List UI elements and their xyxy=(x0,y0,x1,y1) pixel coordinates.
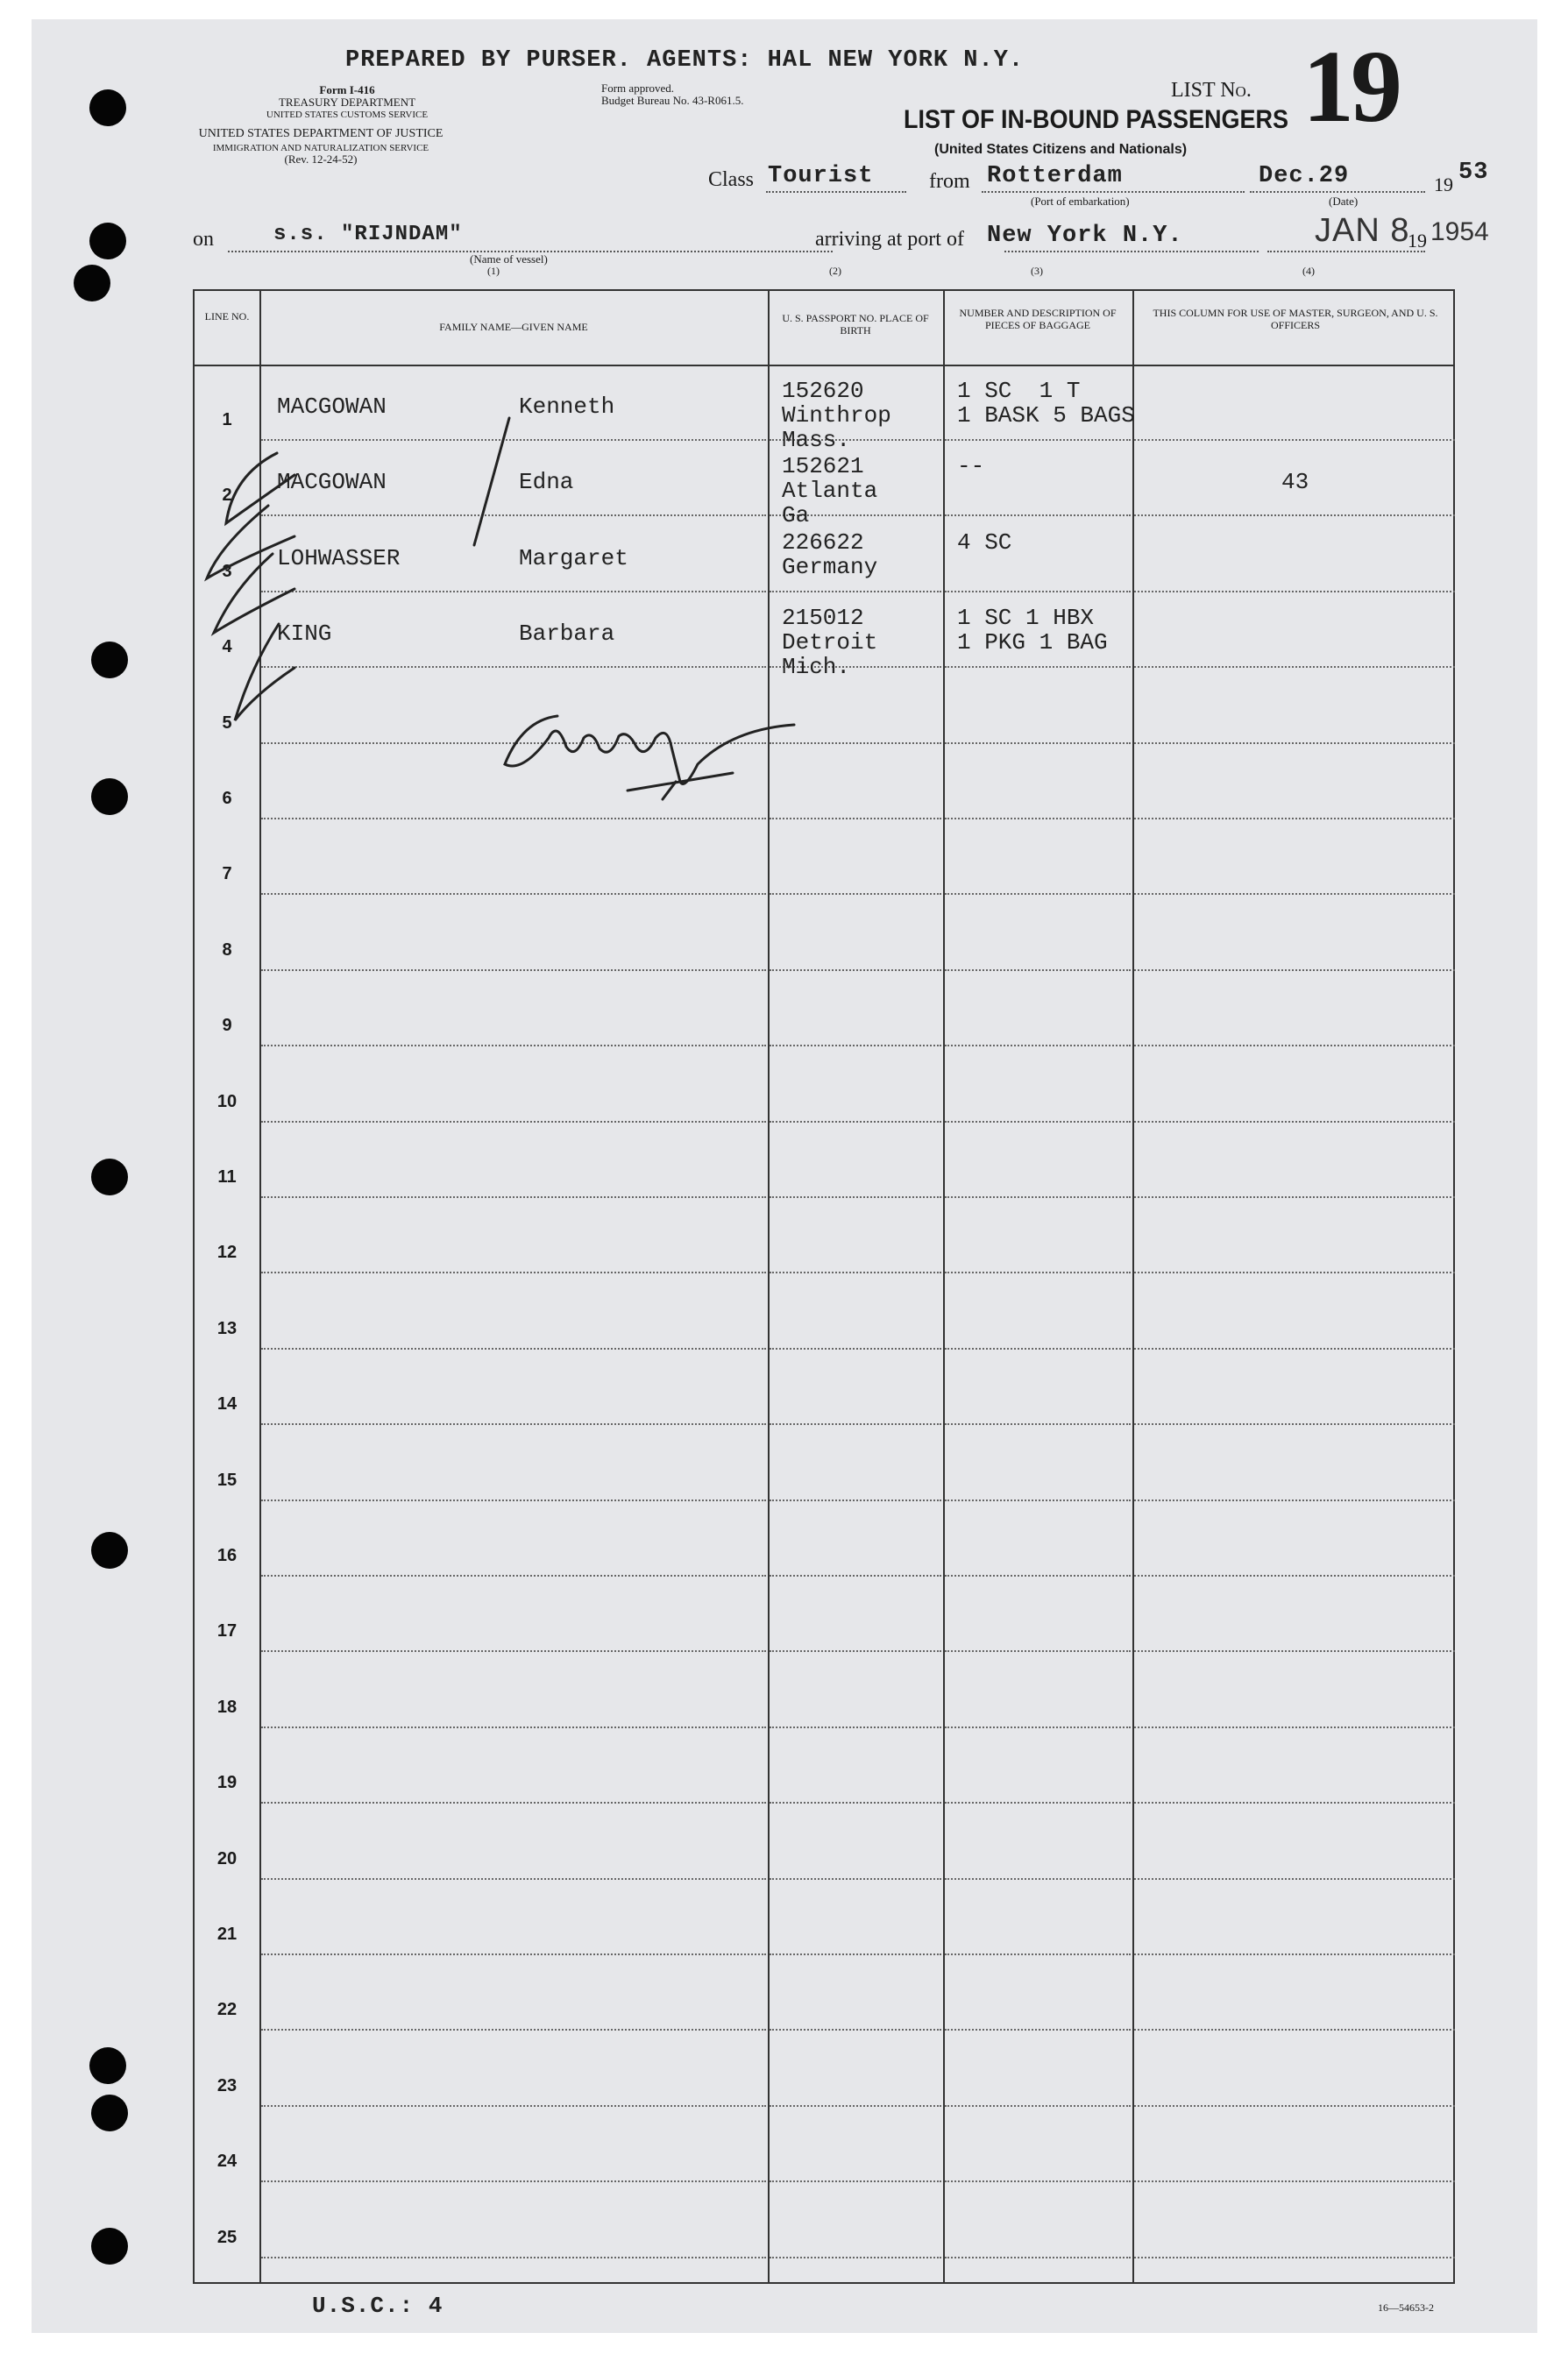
passenger-family-name: LOHWASSER xyxy=(277,544,401,571)
port-embarkation-label: (Port of embarkation) xyxy=(1031,195,1130,208)
col4-number: (4) xyxy=(1302,265,1315,277)
arrival-year-prefix: 19 xyxy=(1408,230,1427,252)
document-page xyxy=(32,19,1537,2333)
passenger-family-name: MACGOWAN xyxy=(277,394,387,420)
form-number: Form I-416 xyxy=(319,83,375,96)
vessel-label: (Name of vessel) xyxy=(470,252,548,266)
line-number: 5 xyxy=(222,713,232,733)
line-number: 2 xyxy=(222,486,232,506)
list-number: 19 xyxy=(1302,29,1399,144)
document-subtitle: (United States Citizens and Nationals) xyxy=(934,142,1188,157)
form-approved-label: Form approved. xyxy=(601,82,675,95)
col-header-passport: U. S. PASSPORT NO. PLACE OF BIRTH xyxy=(782,312,929,337)
col-header-baggage: NUMBER AND DESCRIPTION OF PIECES OF BAGGAGE xyxy=(959,307,1117,331)
line-number: 13 xyxy=(216,1318,238,1338)
line-number: 25 xyxy=(216,2227,238,2247)
print-code: 16—54653-2 xyxy=(1378,2301,1434,2314)
passenger-given-name: Edna xyxy=(519,469,574,496)
passenger-given-name: Kenneth xyxy=(519,394,615,420)
class-label: Class xyxy=(708,168,755,191)
arrival-year-stamp: 1954 xyxy=(1430,217,1489,246)
embarkation-port: Rotterdam xyxy=(987,163,1123,189)
baggage-description: 1 SC 1 T 1 BASK 5 BAGS xyxy=(957,378,1135,429)
arrival-date-stamp: JAN 8 xyxy=(1315,212,1410,249)
line-number: 20 xyxy=(216,1848,238,1868)
check-mark-2 xyxy=(207,506,294,578)
year-prefix: 19 xyxy=(1434,174,1453,195)
line-number: 16 xyxy=(216,1546,238,1565)
vessel-name: s.s. "RIJNDAM" xyxy=(273,223,463,246)
arrival-port: New York N.Y. xyxy=(987,223,1183,249)
line-number: 22 xyxy=(216,2000,238,2020)
officer-notation: 43 xyxy=(1281,469,1309,496)
line-number: 9 xyxy=(222,1016,232,1036)
line-number: 1 xyxy=(222,410,232,429)
prepared-by-line: PREPARED BY PURSER. AGENTS: HAL NEW YORK N.Y. xyxy=(345,47,1025,74)
col-header-line-no: LINE NO. xyxy=(204,310,250,323)
passport-place-of-birth: 152621 Atlanta Ga xyxy=(782,453,878,529)
baggage-description: 4 SC xyxy=(957,528,1012,556)
passenger-given-name: Margaret xyxy=(519,544,628,571)
document-title: LIST OF IN-BOUND PASSENGERS xyxy=(904,105,1289,134)
class-value: Tourist xyxy=(768,163,874,189)
passport-place-of-birth: 215012 Detroit Mich. xyxy=(782,605,878,681)
revision-date: (Rev. 12-24-52) xyxy=(284,152,358,166)
baggage-description: 1 SC 1 HBX 1 PKG 1 BAG xyxy=(957,605,1108,656)
col1-number: (1) xyxy=(487,265,500,277)
passenger-given-name: Barbara xyxy=(519,620,615,648)
col-header-officers: THIS COLUMN FOR USE OF MASTER, SURGEON, AND U. S. OFFICERS xyxy=(1153,307,1438,331)
line-number: 15 xyxy=(216,1470,238,1490)
date-label: (Date) xyxy=(1329,195,1359,208)
embarkation-date: Dec.29 xyxy=(1259,163,1350,189)
line-number: 17 xyxy=(216,1621,238,1641)
embarkation-year: 53 xyxy=(1458,160,1489,186)
line-number: 4 xyxy=(222,637,232,657)
check-marks xyxy=(207,418,509,720)
line-number: 24 xyxy=(216,2152,238,2172)
signature-mark xyxy=(505,716,794,799)
line-number: 18 xyxy=(216,1697,238,1717)
passport-place-of-birth: 226622 Germany xyxy=(782,528,878,580)
line-number: 11 xyxy=(217,1167,237,1187)
list-no-label: LIST No. xyxy=(1171,79,1252,102)
on-label: on xyxy=(193,228,214,251)
check-mark-4 xyxy=(235,624,294,720)
line-number: 10 xyxy=(216,1091,238,1111)
line-number: 14 xyxy=(216,1394,238,1414)
line-number: 23 xyxy=(216,2075,238,2095)
line-number: 7 xyxy=(222,864,232,884)
line-number: 19 xyxy=(216,1773,238,1793)
slash-mark xyxy=(474,418,509,545)
col3-number: (3) xyxy=(1031,265,1043,277)
ins-service: IMMIGRATION AND NATURALIZATION SERVICE xyxy=(212,143,429,153)
col-header-name: FAMILY NAME—GIVEN NAME xyxy=(439,321,588,333)
handwritten-marks xyxy=(32,19,1537,2333)
usc-footer: U.S.C.: 4 xyxy=(312,2293,443,2319)
passenger-family-name: MACGOWAN xyxy=(277,469,387,496)
line-number: 21 xyxy=(216,1925,238,1944)
arriving-label: arriving at port of xyxy=(815,228,964,251)
check-mark-3 xyxy=(214,554,294,633)
justice-department: UNITED STATES DEPARTMENT OF JUSTICE xyxy=(198,127,443,140)
passenger-family-name: KING xyxy=(277,620,332,648)
line-number: 8 xyxy=(222,939,232,960)
from-label: from xyxy=(929,170,970,193)
treasury-department: TREASURY DEPARTMENT xyxy=(278,96,416,109)
customs-service: UNITED STATES CUSTOMS SERVICE xyxy=(266,110,429,120)
line-number: 3 xyxy=(222,561,232,581)
baggage-description: -- xyxy=(957,453,985,480)
col2-number: (2) xyxy=(829,265,841,277)
line-number: 12 xyxy=(216,1243,238,1263)
budget-bureau-number: Budget Bureau No. 43-R061.5. xyxy=(601,94,744,107)
line-number: 6 xyxy=(222,789,232,808)
passport-place-of-birth: 152620 Winthrop Mass. xyxy=(782,378,891,453)
